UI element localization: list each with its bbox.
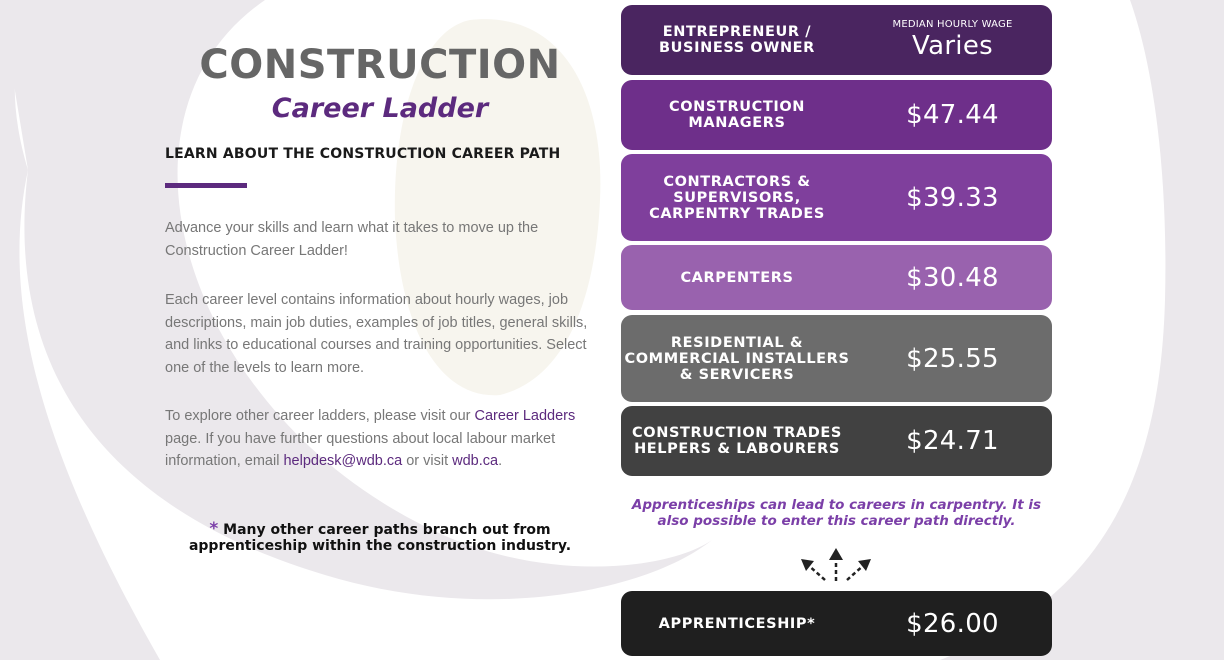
heading-underline xyxy=(165,183,247,188)
apprenticeship-footnote xyxy=(165,521,595,554)
paragraph-text: . xyxy=(498,453,503,469)
paragraph-text: page. If you have further questions about local labour market information, email xyxy=(165,430,556,469)
intro-paragraph-2: Each career level contains information about hourly wages, job descriptions, main job duties, examples of job titles, general skills, and links to educational courses and training opportunities. Select one of the levels to learn more. xyxy=(165,292,588,376)
rung-name: CONSTRUCTION TRADES HELPERS & LABOURERS xyxy=(632,425,842,457)
career-ladders-link[interactable]: Career Ladders xyxy=(474,408,576,424)
rung-name: CARPENTERS xyxy=(680,269,794,286)
asterisk-icon: * xyxy=(209,519,219,539)
rung-helpers-labourers[interactable] xyxy=(621,406,1052,476)
rung-carpenters[interactable] xyxy=(621,245,1052,310)
intro-panel xyxy=(0,0,610,660)
footnote-text: Many other career paths branch out from apprenticeship within the construction industry. xyxy=(188,522,572,554)
paragraph-text: or visit xyxy=(402,453,453,469)
rung-name: CONTRACTORS & SUPERVISORS, CARPENTRY TRADES xyxy=(649,173,825,222)
rung-apprenticeship[interactable] xyxy=(621,591,1052,656)
rung-wage: $47.44 xyxy=(906,100,999,130)
rung-name: ENTREPRENEUR / BUSINESS OWNER xyxy=(659,24,815,56)
intro-paragraph-3 xyxy=(165,405,595,473)
section-heading: LEARN ABOUT THE CONSTRUCTION CAREER PATH xyxy=(165,146,561,162)
page-subtitle: Career Ladder xyxy=(271,93,489,124)
paragraph-text: To explore other career ladders, please visit our xyxy=(165,408,475,424)
rung-name: RESIDENTIAL & COMMERCIAL INSTALLERS & SERVICERS xyxy=(624,334,850,383)
career-ladder xyxy=(621,0,1052,660)
rung-wage: $39.33 xyxy=(906,182,999,213)
wage-box xyxy=(853,263,1052,293)
rung-wage: $26.00 xyxy=(906,608,999,639)
wage-box xyxy=(853,183,1052,213)
rung-name: CONSTRUCTION MANAGERS xyxy=(669,99,805,131)
rung-name: APPRENTICESHIP* xyxy=(658,615,816,632)
wage-box xyxy=(853,100,1052,130)
wdb-site-link[interactable]: wdb.ca xyxy=(452,453,499,469)
rung-construction-managers[interactable] xyxy=(621,80,1052,150)
apprenticeship-note: Apprenticeships can lead to careers in carpentry. It is also possible to enter this career path directly. xyxy=(631,497,1042,529)
wage-box xyxy=(853,344,1052,374)
rung-wage: $24.71 xyxy=(906,426,999,456)
rung-contractors-supervisors[interactable] xyxy=(621,154,1052,241)
rung-wage: Varies xyxy=(912,31,993,61)
wage-label: MEDIAN HOURLY WAGE xyxy=(892,19,1013,30)
wage-box xyxy=(853,426,1052,456)
page-title: CONSTRUCTION xyxy=(199,42,561,88)
wage-box xyxy=(853,609,1052,639)
helpdesk-email-link[interactable]: helpdesk@wdb.ca xyxy=(283,453,403,469)
intro-paragraph-1: Advance your skills and learn what it takes to move up the Construction Career Ladder! xyxy=(165,220,539,259)
wage-box xyxy=(853,19,1052,61)
rung-wage: $30.48 xyxy=(906,262,999,293)
rung-entrepreneur[interactable] xyxy=(621,5,1052,75)
rung-installers-servicers[interactable] xyxy=(621,315,1052,402)
branching-arrows-icon xyxy=(796,546,876,586)
rung-wage: $25.55 xyxy=(906,343,999,374)
